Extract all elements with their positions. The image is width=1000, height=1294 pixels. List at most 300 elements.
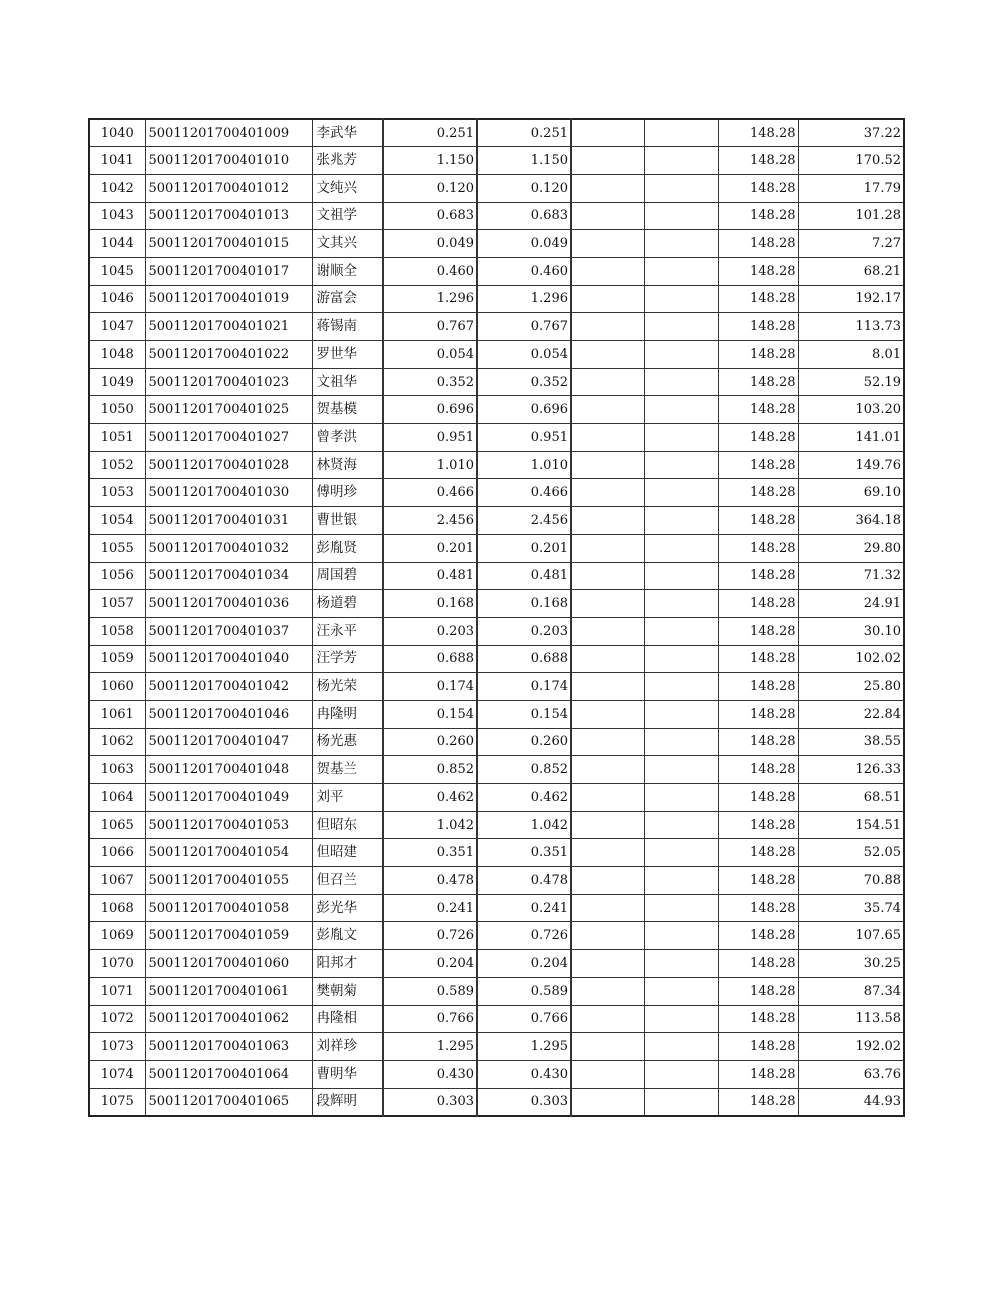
area-cell: 1.042 bbox=[383, 811, 477, 839]
blank-cell bbox=[644, 368, 718, 396]
area2-cell: 0.466 bbox=[477, 479, 571, 507]
blank-cell bbox=[644, 147, 718, 175]
price-cell: 148.28 bbox=[718, 368, 798, 396]
blank-cell bbox=[644, 285, 718, 313]
name-cell: 贺基兰 bbox=[312, 756, 383, 784]
name-cell: 曹明华 bbox=[312, 1060, 383, 1088]
price-cell: 148.28 bbox=[718, 756, 798, 784]
seq-cell: 1049 bbox=[89, 368, 145, 396]
table-row bbox=[89, 894, 904, 922]
blank-cell bbox=[644, 313, 718, 341]
table-row bbox=[89, 756, 904, 784]
area-cell: 1.296 bbox=[383, 285, 477, 313]
blank-cell bbox=[644, 479, 718, 507]
ledger-body bbox=[89, 119, 904, 1116]
amount-cell: 113.58 bbox=[798, 1005, 904, 1033]
seq-cell: 1040 bbox=[89, 119, 145, 147]
area2-cell: 0.688 bbox=[477, 645, 571, 673]
name-cell: 曾孝洪 bbox=[312, 424, 383, 452]
seq-cell: 1067 bbox=[89, 867, 145, 895]
seq-cell: 1069 bbox=[89, 922, 145, 950]
table-row bbox=[89, 950, 904, 978]
blank-cell bbox=[644, 867, 718, 895]
price-cell: 148.28 bbox=[718, 922, 798, 950]
blank-cell bbox=[571, 230, 644, 258]
seq-cell: 1053 bbox=[89, 479, 145, 507]
blank-cell bbox=[644, 839, 718, 867]
area-cell: 0.726 bbox=[383, 922, 477, 950]
blank-cell bbox=[644, 784, 718, 812]
area-cell: 0.251 bbox=[383, 119, 477, 147]
amount-cell: 17.79 bbox=[798, 174, 904, 202]
code-cell: 50011201700401032 bbox=[145, 534, 312, 562]
area2-cell: 1.010 bbox=[477, 451, 571, 479]
seq-cell: 1042 bbox=[89, 174, 145, 202]
amount-cell: 37.22 bbox=[798, 119, 904, 147]
blank-cell bbox=[571, 922, 644, 950]
area-cell: 0.683 bbox=[383, 202, 477, 230]
seq-cell: 1061 bbox=[89, 700, 145, 728]
blank-cell bbox=[571, 341, 644, 369]
seq-cell: 1047 bbox=[89, 313, 145, 341]
area-cell: 0.303 bbox=[383, 1088, 477, 1116]
code-cell: 50011201700401062 bbox=[145, 1005, 312, 1033]
price-cell: 148.28 bbox=[718, 562, 798, 590]
area-cell: 0.766 bbox=[383, 1005, 477, 1033]
code-cell: 50011201700401048 bbox=[145, 756, 312, 784]
code-cell: 50011201700401058 bbox=[145, 894, 312, 922]
price-cell: 148.28 bbox=[718, 867, 798, 895]
blank-cell bbox=[571, 950, 644, 978]
area2-cell: 0.767 bbox=[477, 313, 571, 341]
area2-cell: 0.726 bbox=[477, 922, 571, 950]
price-cell: 148.28 bbox=[718, 1088, 798, 1116]
price-cell: 148.28 bbox=[718, 479, 798, 507]
blank-cell bbox=[571, 507, 644, 535]
name-cell: 周国碧 bbox=[312, 562, 383, 590]
price-cell: 148.28 bbox=[718, 202, 798, 230]
amount-cell: 87.34 bbox=[798, 977, 904, 1005]
name-cell: 罗世华 bbox=[312, 341, 383, 369]
area2-cell: 1.150 bbox=[477, 147, 571, 175]
area2-cell: 0.201 bbox=[477, 534, 571, 562]
amount-cell: 70.88 bbox=[798, 867, 904, 895]
table-row bbox=[89, 119, 904, 147]
blank-cell bbox=[644, 424, 718, 452]
name-cell: 汪永平 bbox=[312, 617, 383, 645]
amount-cell: 8.01 bbox=[798, 341, 904, 369]
code-cell: 50011201700401036 bbox=[145, 590, 312, 618]
blank-cell bbox=[571, 451, 644, 479]
name-cell: 曹世银 bbox=[312, 507, 383, 535]
seq-cell: 1059 bbox=[89, 645, 145, 673]
area2-cell: 0.241 bbox=[477, 894, 571, 922]
name-cell: 段辉明 bbox=[312, 1088, 383, 1116]
price-cell: 148.28 bbox=[718, 950, 798, 978]
table-row bbox=[89, 562, 904, 590]
amount-cell: 30.25 bbox=[798, 950, 904, 978]
seq-cell: 1064 bbox=[89, 784, 145, 812]
code-cell: 50011201700401012 bbox=[145, 174, 312, 202]
code-cell: 50011201700401047 bbox=[145, 728, 312, 756]
price-cell: 148.28 bbox=[718, 313, 798, 341]
area-cell: 0.688 bbox=[383, 645, 477, 673]
area-cell: 0.204 bbox=[383, 950, 477, 978]
name-cell: 彭胤贤 bbox=[312, 534, 383, 562]
table-row bbox=[89, 590, 904, 618]
table-row bbox=[89, 1005, 904, 1033]
area2-cell: 0.430 bbox=[477, 1060, 571, 1088]
name-cell: 阳邦才 bbox=[312, 950, 383, 978]
blank-cell bbox=[571, 894, 644, 922]
code-cell: 50011201700401053 bbox=[145, 811, 312, 839]
area2-cell: 0.204 bbox=[477, 950, 571, 978]
table-row bbox=[89, 645, 904, 673]
blank-cell bbox=[571, 867, 644, 895]
seq-cell: 1046 bbox=[89, 285, 145, 313]
seq-cell: 1072 bbox=[89, 1005, 145, 1033]
code-cell: 50011201700401042 bbox=[145, 673, 312, 701]
area-cell: 0.589 bbox=[383, 977, 477, 1005]
price-cell: 148.28 bbox=[718, 728, 798, 756]
price-cell: 148.28 bbox=[718, 673, 798, 701]
blank-cell bbox=[571, 119, 644, 147]
price-cell: 148.28 bbox=[718, 341, 798, 369]
amount-cell: 107.65 bbox=[798, 922, 904, 950]
amount-cell: 52.19 bbox=[798, 368, 904, 396]
blank-cell bbox=[571, 839, 644, 867]
blank-cell bbox=[644, 756, 718, 784]
amount-cell: 7.27 bbox=[798, 230, 904, 258]
seq-cell: 1068 bbox=[89, 894, 145, 922]
name-cell: 汪学芳 bbox=[312, 645, 383, 673]
area2-cell: 0.203 bbox=[477, 617, 571, 645]
amount-cell: 101.28 bbox=[798, 202, 904, 230]
price-cell: 148.28 bbox=[718, 590, 798, 618]
amount-cell: 29.80 bbox=[798, 534, 904, 562]
code-cell: 50011201700401010 bbox=[145, 147, 312, 175]
blank-cell bbox=[644, 977, 718, 1005]
area2-cell: 0.766 bbox=[477, 1005, 571, 1033]
area2-cell: 0.260 bbox=[477, 728, 571, 756]
table-row bbox=[89, 673, 904, 701]
name-cell: 林贤海 bbox=[312, 451, 383, 479]
table-row bbox=[89, 230, 904, 258]
amount-cell: 126.33 bbox=[798, 756, 904, 784]
code-cell: 50011201700401015 bbox=[145, 230, 312, 258]
table-row bbox=[89, 617, 904, 645]
blank-cell bbox=[644, 1005, 718, 1033]
price-cell: 148.28 bbox=[718, 424, 798, 452]
name-cell: 冉隆明 bbox=[312, 700, 383, 728]
area-cell: 0.478 bbox=[383, 867, 477, 895]
blank-cell bbox=[571, 285, 644, 313]
area2-cell: 0.054 bbox=[477, 341, 571, 369]
blank-cell bbox=[644, 894, 718, 922]
table-row bbox=[89, 1060, 904, 1088]
seq-cell: 1051 bbox=[89, 424, 145, 452]
price-cell: 148.28 bbox=[718, 700, 798, 728]
name-cell: 杨道碧 bbox=[312, 590, 383, 618]
code-cell: 50011201700401013 bbox=[145, 202, 312, 230]
amount-cell: 35.74 bbox=[798, 894, 904, 922]
blank-cell bbox=[571, 396, 644, 424]
blank-cell bbox=[644, 119, 718, 147]
seq-cell: 1062 bbox=[89, 728, 145, 756]
price-cell: 148.28 bbox=[718, 839, 798, 867]
table-row bbox=[89, 867, 904, 895]
seq-cell: 1073 bbox=[89, 1033, 145, 1061]
name-cell: 文纯兴 bbox=[312, 174, 383, 202]
area-cell: 0.168 bbox=[383, 590, 477, 618]
price-cell: 148.28 bbox=[718, 645, 798, 673]
blank-cell bbox=[644, 1060, 718, 1088]
code-cell: 50011201700401030 bbox=[145, 479, 312, 507]
name-cell: 彭胤文 bbox=[312, 922, 383, 950]
amount-cell: 25.80 bbox=[798, 673, 904, 701]
seq-cell: 1074 bbox=[89, 1060, 145, 1088]
area2-cell: 0.120 bbox=[477, 174, 571, 202]
amount-cell: 102.02 bbox=[798, 645, 904, 673]
blank-cell bbox=[571, 645, 644, 673]
blank-cell bbox=[571, 811, 644, 839]
table-row bbox=[89, 285, 904, 313]
amount-cell: 68.21 bbox=[798, 257, 904, 285]
area2-cell: 0.251 bbox=[477, 119, 571, 147]
area-cell: 0.203 bbox=[383, 617, 477, 645]
table-row bbox=[89, 257, 904, 285]
amount-cell: 68.51 bbox=[798, 784, 904, 812]
blank-cell bbox=[571, 257, 644, 285]
name-cell: 文祖华 bbox=[312, 368, 383, 396]
price-cell: 148.28 bbox=[718, 285, 798, 313]
area2-cell: 0.683 bbox=[477, 202, 571, 230]
blank-cell bbox=[571, 590, 644, 618]
table-row bbox=[89, 341, 904, 369]
blank-cell bbox=[571, 728, 644, 756]
table-row bbox=[89, 811, 904, 839]
table-row bbox=[89, 700, 904, 728]
blank-cell bbox=[571, 977, 644, 1005]
code-cell: 50011201700401046 bbox=[145, 700, 312, 728]
area2-cell: 0.951 bbox=[477, 424, 571, 452]
name-cell: 杨光荣 bbox=[312, 673, 383, 701]
code-cell: 50011201700401037 bbox=[145, 617, 312, 645]
price-cell: 148.28 bbox=[718, 534, 798, 562]
blank-cell bbox=[571, 617, 644, 645]
price-cell: 148.28 bbox=[718, 257, 798, 285]
blank-cell bbox=[644, 562, 718, 590]
seq-cell: 1075 bbox=[89, 1088, 145, 1116]
area-cell: 0.241 bbox=[383, 894, 477, 922]
blank-cell bbox=[644, 507, 718, 535]
seq-cell: 1044 bbox=[89, 230, 145, 258]
table-row bbox=[89, 784, 904, 812]
blank-cell bbox=[644, 1088, 718, 1116]
blank-cell bbox=[571, 784, 644, 812]
area2-cell: 1.296 bbox=[477, 285, 571, 313]
blank-cell bbox=[571, 756, 644, 784]
code-cell: 50011201700401034 bbox=[145, 562, 312, 590]
code-cell: 50011201700401055 bbox=[145, 867, 312, 895]
table-row bbox=[89, 839, 904, 867]
blank-cell bbox=[644, 341, 718, 369]
blank-cell bbox=[644, 950, 718, 978]
price-cell: 148.28 bbox=[718, 894, 798, 922]
amount-cell: 192.17 bbox=[798, 285, 904, 313]
price-cell: 148.28 bbox=[718, 451, 798, 479]
blank-cell bbox=[571, 1088, 644, 1116]
price-cell: 148.28 bbox=[718, 1033, 798, 1061]
seq-cell: 1041 bbox=[89, 147, 145, 175]
blank-cell bbox=[571, 368, 644, 396]
code-cell: 50011201700401040 bbox=[145, 645, 312, 673]
area-cell: 0.154 bbox=[383, 700, 477, 728]
area-cell: 1.010 bbox=[383, 451, 477, 479]
seq-cell: 1066 bbox=[89, 839, 145, 867]
seq-cell: 1057 bbox=[89, 590, 145, 618]
code-cell: 50011201700401025 bbox=[145, 396, 312, 424]
blank-cell bbox=[644, 396, 718, 424]
area-cell: 2.456 bbox=[383, 507, 477, 535]
amount-cell: 52.05 bbox=[798, 839, 904, 867]
area-cell: 0.462 bbox=[383, 784, 477, 812]
area2-cell: 0.174 bbox=[477, 673, 571, 701]
blank-cell bbox=[644, 728, 718, 756]
code-cell: 50011201700401049 bbox=[145, 784, 312, 812]
blank-cell bbox=[571, 147, 644, 175]
table-row bbox=[89, 534, 904, 562]
area2-cell: 0.696 bbox=[477, 396, 571, 424]
amount-cell: 170.52 bbox=[798, 147, 904, 175]
blank-cell bbox=[571, 1060, 644, 1088]
area2-cell: 2.456 bbox=[477, 507, 571, 535]
table-row bbox=[89, 451, 904, 479]
seq-cell: 1056 bbox=[89, 562, 145, 590]
blank-cell bbox=[644, 617, 718, 645]
name-cell: 冉隆相 bbox=[312, 1005, 383, 1033]
area-cell: 0.260 bbox=[383, 728, 477, 756]
table-row bbox=[89, 313, 904, 341]
seq-cell: 1065 bbox=[89, 811, 145, 839]
seq-cell: 1050 bbox=[89, 396, 145, 424]
area-cell: 0.481 bbox=[383, 562, 477, 590]
blank-cell bbox=[571, 1005, 644, 1033]
amount-cell: 113.73 bbox=[798, 313, 904, 341]
name-cell: 文其兴 bbox=[312, 230, 383, 258]
price-cell: 148.28 bbox=[718, 396, 798, 424]
price-cell: 148.28 bbox=[718, 1060, 798, 1088]
area2-cell: 0.481 bbox=[477, 562, 571, 590]
code-cell: 50011201700401063 bbox=[145, 1033, 312, 1061]
area2-cell: 0.154 bbox=[477, 700, 571, 728]
code-cell: 50011201700401022 bbox=[145, 341, 312, 369]
amount-cell: 30.10 bbox=[798, 617, 904, 645]
blank-cell bbox=[571, 313, 644, 341]
area2-cell: 1.295 bbox=[477, 1033, 571, 1061]
area-cell: 0.054 bbox=[383, 341, 477, 369]
seq-cell: 1043 bbox=[89, 202, 145, 230]
code-cell: 50011201700401009 bbox=[145, 119, 312, 147]
code-cell: 50011201700401059 bbox=[145, 922, 312, 950]
price-cell: 148.28 bbox=[718, 147, 798, 175]
blank-cell bbox=[571, 202, 644, 230]
table-row bbox=[89, 1088, 904, 1116]
area2-cell: 0.351 bbox=[477, 839, 571, 867]
name-cell: 刘祥珍 bbox=[312, 1033, 383, 1061]
amount-cell: 364.18 bbox=[798, 507, 904, 535]
table-row bbox=[89, 174, 904, 202]
price-cell: 148.28 bbox=[718, 977, 798, 1005]
price-cell: 148.28 bbox=[718, 811, 798, 839]
table-row bbox=[89, 479, 904, 507]
amount-cell: 69.10 bbox=[798, 479, 904, 507]
name-cell: 张兆芳 bbox=[312, 147, 383, 175]
blank-cell bbox=[644, 230, 718, 258]
blank-cell bbox=[571, 174, 644, 202]
table-row bbox=[89, 424, 904, 452]
table-row bbox=[89, 396, 904, 424]
blank-cell bbox=[571, 673, 644, 701]
price-cell: 148.28 bbox=[718, 174, 798, 202]
seq-cell: 1058 bbox=[89, 617, 145, 645]
area-cell: 0.352 bbox=[383, 368, 477, 396]
code-cell: 50011201700401065 bbox=[145, 1088, 312, 1116]
area-cell: 1.295 bbox=[383, 1033, 477, 1061]
seq-cell: 1045 bbox=[89, 257, 145, 285]
area-cell: 0.852 bbox=[383, 756, 477, 784]
ledger-table bbox=[88, 118, 905, 1117]
amount-cell: 24.91 bbox=[798, 590, 904, 618]
name-cell: 杨光惠 bbox=[312, 728, 383, 756]
price-cell: 148.28 bbox=[718, 1005, 798, 1033]
area-cell: 0.466 bbox=[383, 479, 477, 507]
area2-cell: 0.478 bbox=[477, 867, 571, 895]
area2-cell: 0.462 bbox=[477, 784, 571, 812]
name-cell: 刘平 bbox=[312, 784, 383, 812]
area-cell: 0.951 bbox=[383, 424, 477, 452]
area2-cell: 0.852 bbox=[477, 756, 571, 784]
price-cell: 148.28 bbox=[718, 784, 798, 812]
table-row bbox=[89, 977, 904, 1005]
name-cell: 彭光华 bbox=[312, 894, 383, 922]
blank-cell bbox=[571, 562, 644, 590]
seq-cell: 1054 bbox=[89, 507, 145, 535]
seq-cell: 1048 bbox=[89, 341, 145, 369]
area-cell: 0.460 bbox=[383, 257, 477, 285]
blank-cell bbox=[644, 922, 718, 950]
amount-cell: 71.32 bbox=[798, 562, 904, 590]
name-cell: 游富会 bbox=[312, 285, 383, 313]
code-cell: 50011201700401031 bbox=[145, 507, 312, 535]
amount-cell: 192.02 bbox=[798, 1033, 904, 1061]
amount-cell: 154.51 bbox=[798, 811, 904, 839]
name-cell: 谢顺全 bbox=[312, 257, 383, 285]
area-cell: 0.430 bbox=[383, 1060, 477, 1088]
area-cell: 0.351 bbox=[383, 839, 477, 867]
seq-cell: 1060 bbox=[89, 673, 145, 701]
seq-cell: 1055 bbox=[89, 534, 145, 562]
price-cell: 148.28 bbox=[718, 617, 798, 645]
amount-cell: 103.20 bbox=[798, 396, 904, 424]
code-cell: 50011201700401019 bbox=[145, 285, 312, 313]
code-cell: 50011201700401064 bbox=[145, 1060, 312, 1088]
code-cell: 50011201700401021 bbox=[145, 313, 312, 341]
table-row bbox=[89, 507, 904, 535]
blank-cell bbox=[644, 451, 718, 479]
blank-cell bbox=[644, 174, 718, 202]
price-cell: 148.28 bbox=[718, 230, 798, 258]
